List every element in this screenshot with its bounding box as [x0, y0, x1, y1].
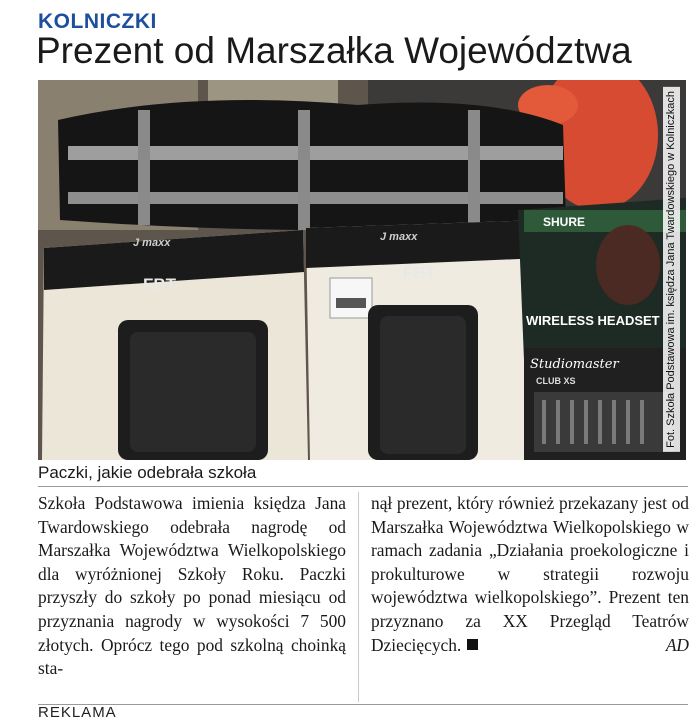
box-brand-right: FBT [403, 263, 437, 282]
section-label: KOLNICZKI [38, 10, 157, 33]
box-brand-left: FBT [143, 275, 177, 294]
mixer-model: CLUB XS [536, 376, 576, 386]
article-body-column-left [38, 492, 346, 681]
box-series-left: J maxx [133, 237, 171, 249]
article-paragraph-right [371, 492, 689, 657]
mixer-brand: Studiomaster [530, 357, 619, 372]
photo-credit: Fot. Szkoła Podstawowa im. księdza Jana Twardowskiego w Kolniczkach [663, 87, 680, 452]
column-divider [358, 492, 359, 702]
mic-product: WIRELESS HEADSET [526, 313, 660, 328]
mic-brand: SHURE [543, 215, 586, 229]
advertisement-label: REKLAMA [38, 704, 117, 721]
footer-divider [38, 704, 688, 705]
photo-illustration [38, 80, 686, 460]
article-body-column-right [371, 492, 689, 657]
divider-line [38, 486, 688, 487]
author-initials: AD [665, 634, 689, 655]
article-title: Prezent od Marszałka Województwa [36, 30, 632, 71]
article-photo [38, 80, 686, 460]
article-paragraph-left: Szkoła Podstawowa imienia księdza Jana Twardowskiego odebrała nagrodę od Marszałka Województwa Wielkopolskiego dla wyróżnionej Szkoły Roku. Paczki przyszły do szkoły po ponad miesiącu od przyznania nagrody w wysokości 7 500 złotych. Oprócz tego pod szkolną choinką sta- [38, 493, 346, 679]
photo-caption: Paczki, jakie odebrała szkoła [38, 463, 257, 482]
box-series-right: J maxx [380, 231, 418, 243]
article-paragraph-right-text: nął prezent, który również przekazany jest od Marszałka Województwa Wielkopolskiego w ramach zadania „Działania proekologiczne i prokulturowe w strategii rozwoju województwa wielkopolskiego”. Prezent ten przyznano za XX Przegląd Teatrów Dziecięcych. [371, 493, 689, 655]
end-of-article-mark [467, 639, 478, 650]
